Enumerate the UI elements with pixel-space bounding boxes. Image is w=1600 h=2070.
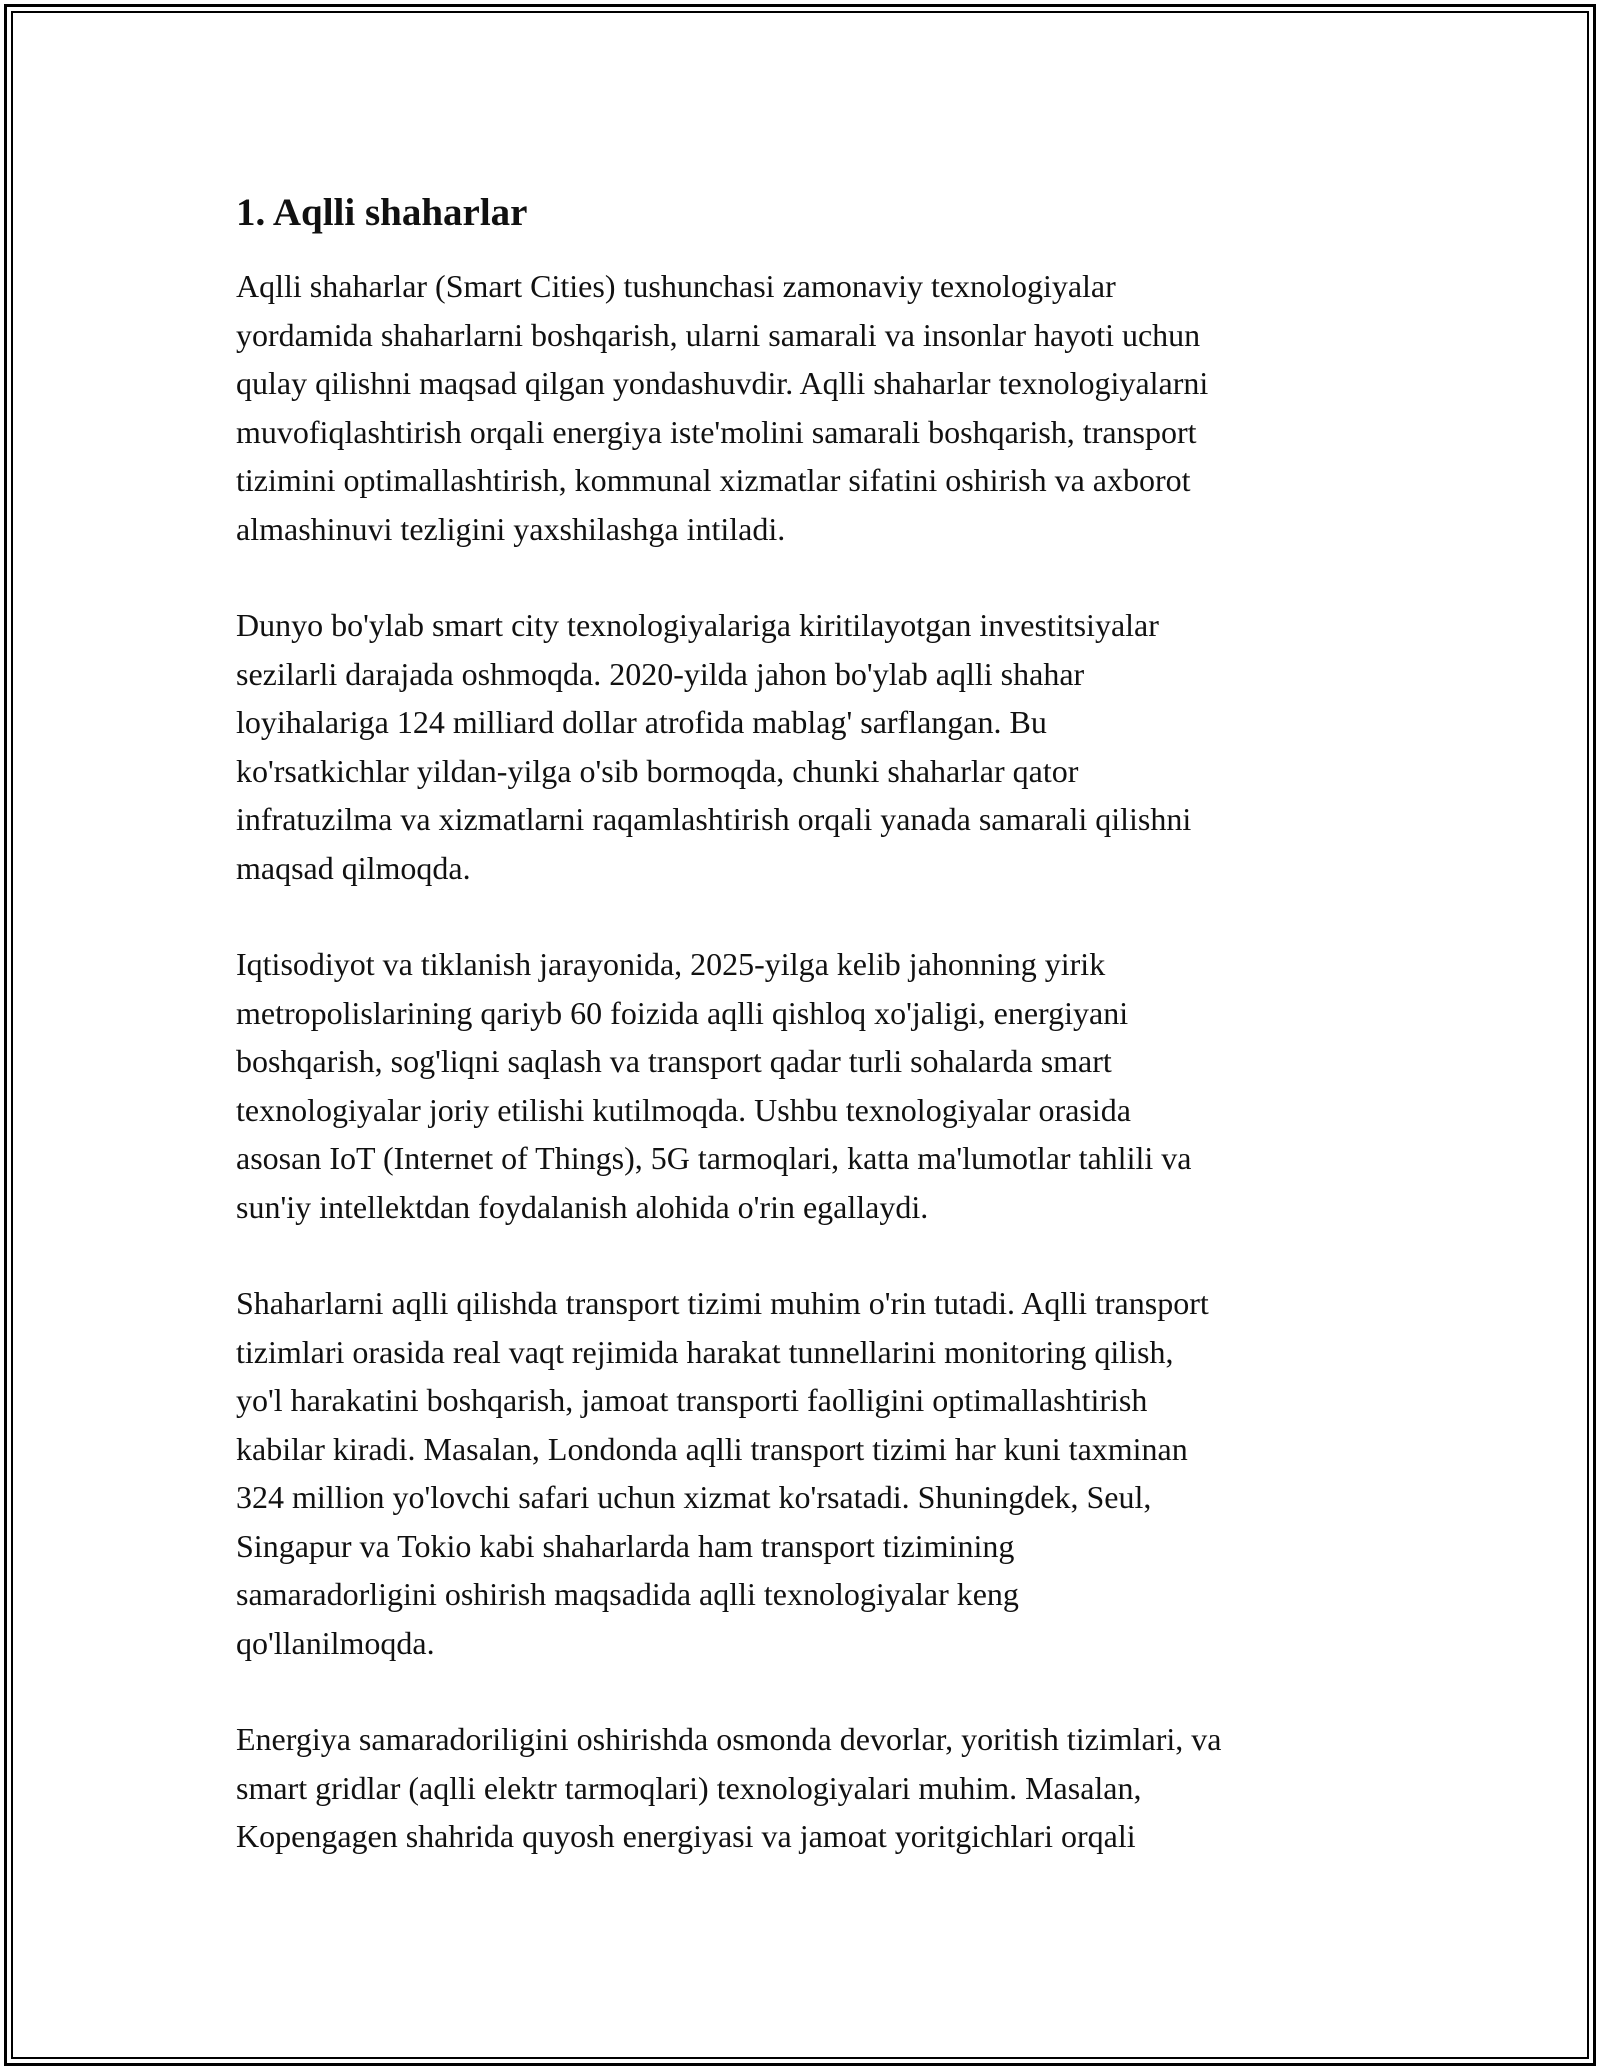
text-line: ko'rsatkichlar yildan-yilga o'sib bormoqda, chunki shaharlar qator [236,752,1079,789]
text-line: almashinuvi tezligini yaxshilashga intiladi. [236,510,786,547]
text-line: metropolislarining qariyb 60 foizida aqlli qishloq xo'jaligi, energiyani [236,994,1129,1031]
text-line: boshqarish, sog'liqni saqlash va transport qadar turli sohalarda smart [236,1043,1112,1079]
text-line: sun'iy intellektdan foydalanish alohida o'rin egallaydi. [236,1188,929,1225]
paragraph-energy [236,1715,1376,1861]
text-line: Aqlli shaharlar (Smart Cities) tushunchasi zamonaviy texnologiyalar [236,268,1116,304]
text-line: muvofiqlashtirish orqali energiya iste'molini samarali boshqarish, transport [236,413,1197,450]
text-line: tizimlari orasida real vaqt rejimida harakat tunnellarini monitoring qilish, [236,1333,1174,1370]
text-line: Energiya samaradoriligini oshirishda osmonda devorlar, yoritish tizimlari, va [236,1721,1222,1757]
paragraph-intro [236,262,1376,553]
text-line: samaradorligini oshirish maqsadida aqlli texnologiyalar keng [236,1576,1019,1612]
text-line: texnologiyalar joriy etilishi kutilmoqda. Ushbu texnologiyalar orasida [236,1091,1131,1128]
text-line: sezilarli darajada oshmoqda. 2020-yilda jahon bo'ylab aqlli shahar [236,655,1085,692]
document-body [236,186,1376,1909]
text-line: Singapur va Tokio kabi shaharlarda ham transport tizimining [236,1527,1015,1564]
text-line: infratuzilma va xizmatlarni raqamlashtirish orqali yanada samarali qilishni [236,801,1192,837]
paragraph-transport [236,1279,1376,1667]
text-line: kabilar kiradi. Masalan, Londonda aqlli transport tizimi har kuni taxminan [236,1430,1188,1467]
text-line: Shaharlarni aqlli qilishda transport tizimi muhim o'rin tutadi. Aqlli transport [236,1285,1209,1321]
text-line: yordamida shaharlarni boshqarish, ularni samarali va insonlar hayoti uchun [236,316,1201,353]
text-line: loyihalariga 124 milliard dollar atrofida mablag' sarflangan. Bu [236,704,1047,740]
text-line: maqsad qilmoqda. [236,849,471,886]
text-line: asosan IoT (Internet of Things), 5G tarmoqlari, katta ma'lumotlar tahlili va [236,1140,1192,1176]
section-heading: 1. Aqlli shaharlar [236,191,528,234]
text-line: tizimini optimallashtirish, kommunal xizmatlar sifatini oshirish va axborot [236,462,1191,498]
text-line: qulay qilishni maqsad qilgan yondashuvdir. Aqlli shaharlar texnologiyalarni [236,365,1209,401]
text-line: 324 million yo'lovchi safari uchun xizmat ko'rsatadi. Shuningdek, Seul, [236,1479,1152,1515]
text-line: Iqtisodiyot va tiklanish jarayonida, 2025-yilga kelib jahonning yirik [236,946,1106,982]
paragraph-investments [236,601,1376,892]
text-line: Kopengagen shahrida quyosh energiyasi va jamoat yoritgichlari orqali [236,1818,1136,1854]
text-line: Dunyo bo'ylab smart city texnologiyalariga kiritilayotgan investitsiyalar [236,607,1159,643]
text-line: yo'l harakatini boshqarish, jamoat transporti faolligini optimallashtirish [236,1382,1148,1418]
text-line: smart gridlar (aqlli elektr tarmoqlari) texnologiyalari muhim. Masalan, [236,1769,1142,1806]
text-line: qo'llanilmoqda. [236,1624,435,1661]
paragraph-economy [236,940,1376,1231]
